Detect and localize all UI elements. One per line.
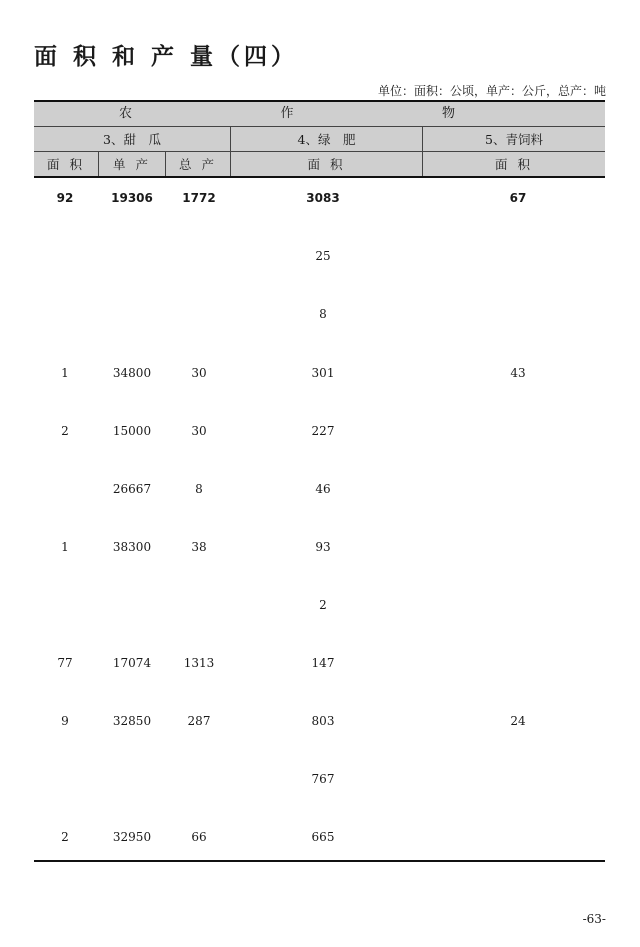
header-green-feed: 5、青饲料 <box>422 127 605 151</box>
header-group-row <box>34 102 605 126</box>
header-green-feed-area: 面 积 <box>422 152 605 176</box>
table-row <box>34 307 605 327</box>
cell-melon-area: 2 <box>61 830 69 844</box>
cell-green-manure-area: 8 <box>319 307 327 321</box>
header-group-char: 作 <box>280 106 294 121</box>
unit-note: 单位：面积：公顷，单产：公斤，总产：吨 <box>377 84 606 98</box>
header-green-manure: 4、绿 肥 <box>230 127 422 151</box>
cell-melon-yield: 17074 <box>112 656 152 670</box>
cell-green-manure-area: 25 <box>315 249 331 263</box>
table-row <box>34 656 605 676</box>
cell-green-feed-area: 67 <box>509 191 527 205</box>
page-title: 面 积 和 产 量（四） <box>34 43 299 70</box>
cell-melon-total: 66 <box>191 830 207 844</box>
header-melon-area: 面 积 <box>47 157 85 172</box>
cell-melon-total: 1313 <box>183 656 215 670</box>
cell-melon-total: 287 <box>187 714 211 728</box>
cell-melon-yield: 38300 <box>112 540 152 554</box>
table-row <box>34 830 605 850</box>
table-row <box>34 366 605 386</box>
cell-green-manure-area: 147 <box>311 656 335 670</box>
header-column-row <box>34 151 605 176</box>
cell-green-manure-area: 227 <box>311 424 335 438</box>
cell-melon-yield: 26667 <box>112 482 152 496</box>
cell-melon-yield: 32950 <box>112 830 152 844</box>
cell-green-manure-area: 301 <box>311 366 335 380</box>
header-group-char: 物 <box>441 106 455 121</box>
cell-green-manure-area: 803 <box>311 714 335 728</box>
header-melon-yield: 单 产 <box>98 152 165 176</box>
header-melon-total: 总 产 <box>165 152 230 176</box>
cell-melon-yield: 32850 <box>112 714 152 728</box>
cell-green-manure-area: 46 <box>315 482 331 496</box>
cell-green-manure-area: 93 <box>315 540 331 554</box>
table-row <box>34 540 605 560</box>
table-row <box>34 772 605 792</box>
header-melon: 3、甜 瓜 <box>103 132 161 147</box>
table-row <box>34 714 605 734</box>
cell-melon-area: 1 <box>61 540 69 554</box>
table-row <box>34 482 605 502</box>
header-group-char: 农 <box>119 106 133 121</box>
cell-melon-yield: 19306 <box>111 191 153 205</box>
cell-melon-area: 92 <box>56 191 74 205</box>
cell-green-manure-area: 3083 <box>306 191 340 205</box>
cell-melon-area: 9 <box>61 714 69 728</box>
table-row <box>34 424 605 444</box>
table-bottom-rule <box>34 860 605 862</box>
page-number: -63- <box>582 912 606 926</box>
header-green-manure-area: 面 积 <box>230 152 422 176</box>
header-crop-row <box>34 126 605 151</box>
cell-melon-yield: 15000 <box>112 424 152 438</box>
cell-green-feed-area: 24 <box>510 714 526 728</box>
cell-green-manure-area: 767 <box>311 772 335 786</box>
cell-melon-area: 77 <box>57 656 73 670</box>
table-row <box>34 598 605 618</box>
cell-melon-yield: 34800 <box>112 366 152 380</box>
cell-melon-total: 8 <box>195 482 203 496</box>
cell-melon-area: 2 <box>61 424 69 438</box>
table-row <box>34 249 605 269</box>
cell-melon-total: 1772 <box>182 191 216 205</box>
cell-green-manure-area: 2 <box>319 598 327 612</box>
cell-melon-total: 38 <box>191 540 207 554</box>
cell-green-manure-area: 665 <box>311 830 335 844</box>
cell-green-feed-area: 43 <box>510 366 526 380</box>
cell-melon-area: 1 <box>61 366 69 380</box>
cell-melon-total: 30 <box>191 424 207 438</box>
table-header <box>34 100 605 178</box>
cell-melon-total: 30 <box>191 366 207 380</box>
table-row-total <box>34 191 605 211</box>
